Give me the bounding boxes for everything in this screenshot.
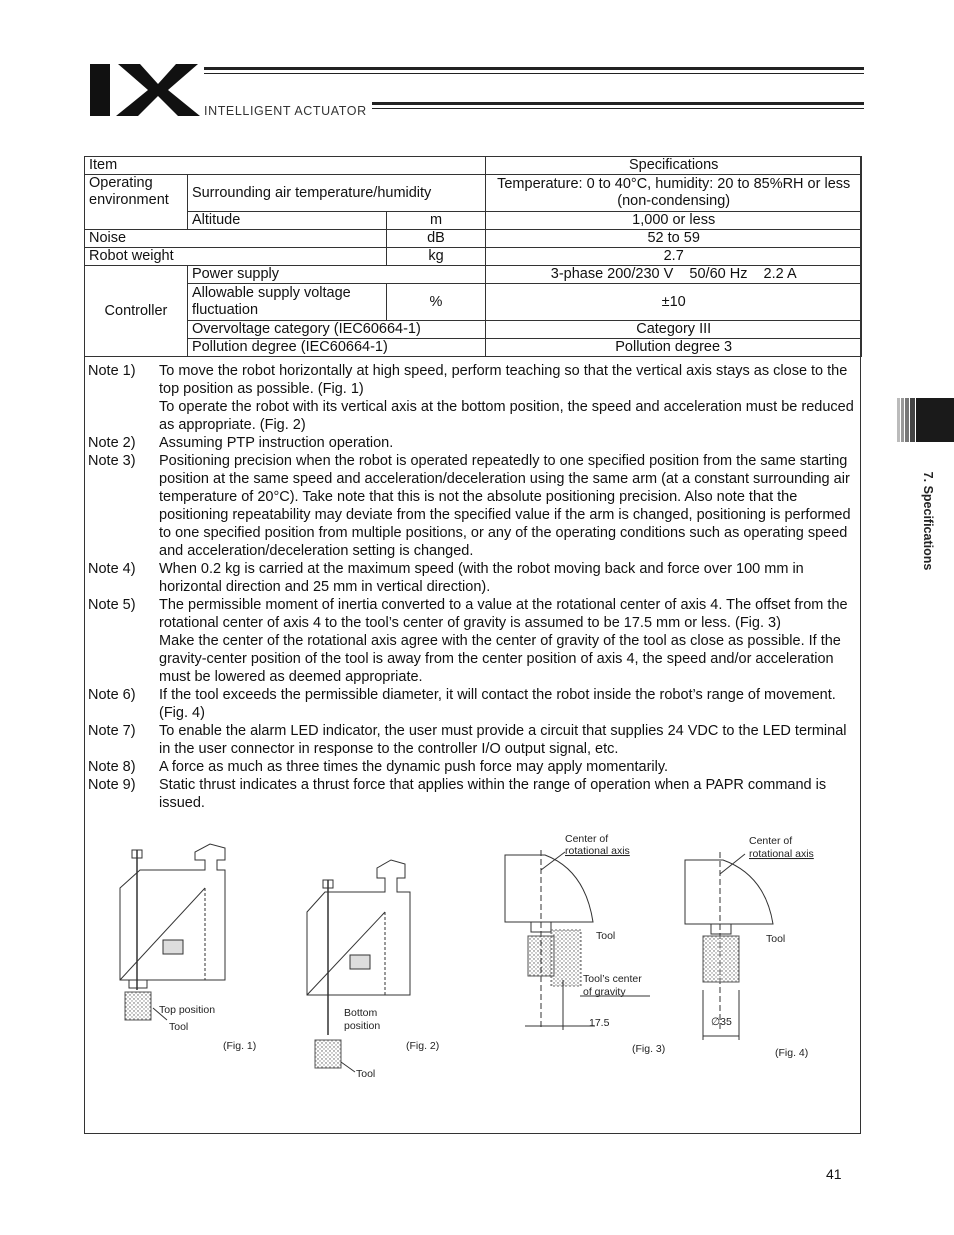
note-label: Note 4) <box>88 561 136 577</box>
operating-label: Operating environment <box>85 175 188 230</box>
table-row <box>85 248 862 266</box>
note-text: When 0.2 kg is carried at the maximum speed (with the robot moving back and force over 100 mm in horizontal direction and 25 mm in vertical direction). <box>159 561 804 595</box>
fig3-tool: Tool <box>596 930 616 942</box>
fig3-of-gravity: of gravity <box>583 986 626 998</box>
controller-label: Controller <box>85 266 188 357</box>
table-row <box>85 175 862 212</box>
note-label: Note 8) <box>88 759 136 775</box>
fig4-center-of: Center of <box>749 835 793 847</box>
chapter-label-text: 7. Specifications <box>921 471 935 570</box>
note-text: A force as much as three times the dynamic push force may apply momentarily. <box>159 759 669 775</box>
fig3-center-of: Center of <box>565 833 609 845</box>
note-item <box>88 560 858 596</box>
note-text: To operate the robot with its vertical axis at the bottom position, the speed and acceleration must be reduced as appropriate. (Fig. 2) <box>159 399 854 433</box>
pollution-spec: Pollution degree 3 <box>486 339 862 357</box>
weight-unit: kg <box>386 248 486 266</box>
fig4-rot-axis: rotational axis <box>749 848 814 860</box>
noise-label: Noise <box>85 230 387 248</box>
note-text: To move the robot horizontally at high speed, perform teaching so that the vertical axis stays as close to the top position as possible. (Fig. 1) <box>159 363 848 397</box>
fluct-label: Allowable supply voltage fluctuation <box>187 284 386 321</box>
fig4-tool: Tool <box>766 933 786 945</box>
chapter-tab <box>897 398 954 442</box>
fig1-tool: Tool <box>169 1021 189 1033</box>
notes-section <box>88 362 858 812</box>
fig3-rot-axis: rotational axis <box>565 845 630 857</box>
note-item <box>88 452 858 560</box>
pollution-label: Pollution degree (IEC60664-1) <box>187 339 485 357</box>
overvolt-label: Overvoltage category (IEC60664-1) <box>187 321 485 339</box>
table-row <box>85 212 862 230</box>
note-label: Note 3) <box>88 453 136 469</box>
ix-logo <box>88 62 208 118</box>
note-item <box>88 722 858 758</box>
note-label: Note 9) <box>88 777 136 793</box>
table-row <box>85 230 862 248</box>
note-item <box>88 398 858 434</box>
note-item <box>88 362 858 398</box>
note-item <box>88 632 858 686</box>
note-label <box>88 632 159 686</box>
fig4-caption: (Fig. 4) <box>775 1047 809 1059</box>
note-item <box>88 434 858 452</box>
fig2-caption: (Fig. 2) <box>406 1040 440 1052</box>
note-item <box>88 686 858 722</box>
note-item <box>88 596 858 632</box>
fluct-spec: ±10 <box>486 284 862 321</box>
table-row <box>85 339 862 357</box>
fig4-diagram <box>685 852 773 1040</box>
operating-spec: Temperature: 0 to 40°C, humidity: 20 to 85%RH or less (non-condensing) <box>486 175 862 212</box>
note-label: Note 1) <box>88 363 136 379</box>
header-rule-top <box>204 67 864 70</box>
overvolt-spec: Category III <box>486 321 862 339</box>
note-item <box>88 776 858 812</box>
fig2-robot-drawing <box>307 860 410 1072</box>
fig2-bottom: Bottom <box>344 1007 378 1019</box>
power-spec: 3-phase 200/230 V 50/60 Hz 2.2 A <box>486 266 862 284</box>
note-text: The permissible moment of inertia converted to a value at the rotational center of axis 4. The offset from the rotational center of axis 4 to the tool’s center of gravity is assumed to be 17.5 mm or less. (Fig. 3) <box>159 597 848 631</box>
altitude-label: Altitude <box>187 212 386 230</box>
header-rule-top-thin <box>204 73 864 74</box>
altitude-spec: 1,000 or less <box>486 212 862 230</box>
fig3-tool-center: Tool’s center <box>583 973 642 985</box>
fig1-caption: (Fig. 1) <box>223 1040 257 1052</box>
header-rule-bottom <box>372 102 864 105</box>
note-text: Static thrust indicates a thrust force that applies within the range of operation when a PAPR command is issued. <box>159 777 827 811</box>
brand-text: INTELLIGENT ACTUATOR <box>204 104 367 118</box>
power-label: Power supply <box>187 266 485 284</box>
fig2-position: position <box>344 1020 381 1032</box>
page-number: 41 <box>826 1166 842 1182</box>
note-label: Note 6) <box>88 687 136 703</box>
table-header-row <box>85 157 862 175</box>
fig4-diameter: ∅35 <box>711 1016 732 1028</box>
fig3-diagram <box>505 850 650 1030</box>
weight-label: Robot weight <box>85 248 387 266</box>
spec-table <box>84 156 862 357</box>
note-label: Note 2) <box>88 435 136 451</box>
note-label: Note 7) <box>88 723 136 739</box>
note-text: Positioning precision when the robot is operated repeatedly to one specified position from the same starting position at the same speed and acceleration/deceleration using the same arm (at a constant surrounding air temperature of 20°C). Take note that this is not the absolute positioning precision. Also note that the positioning repeatability may deviate from the specified value if the arm is changed, positioning is performed to one specified position from multiple positions, or any of the operating conditions such as operating speed and acceleration/deceleration setting is changed. <box>159 453 851 559</box>
header-spec: Specifications <box>486 157 862 175</box>
table-row <box>85 284 862 321</box>
fig3-offset: 17.5 <box>589 1017 610 1029</box>
logo-text: IX <box>88 62 89 63</box>
fig2-tool: Tool <box>356 1068 376 1080</box>
note-label: Note 5) <box>88 597 136 613</box>
operating-sub: Surrounding air temperature/humidity <box>187 175 485 212</box>
header-item: Item <box>85 157 486 175</box>
header-rule-bottom-thin <box>372 108 864 109</box>
noise-spec: 52 to 59 <box>486 230 862 248</box>
note-text: If the tool exceeds the permissible diameter, it will contact the robot inside the robot’s range of movement. (Fig. 4) <box>159 687 836 721</box>
fluct-unit: % <box>386 284 486 321</box>
fig3-caption: (Fig. 3) <box>632 1043 666 1055</box>
figures-area <box>85 830 860 1130</box>
note-label <box>88 398 159 434</box>
table-row <box>85 321 862 339</box>
fig1-robot-drawing <box>120 844 225 1020</box>
note-text: Assuming PTP instruction operation. <box>159 435 394 451</box>
note-text: To enable the alarm LED indicator, the user must provide a circuit that supplies 24 VDC to the LED terminal in the user connector in response to the controller I/O output signal, etc. <box>159 723 847 757</box>
noise-unit: dB <box>386 230 486 248</box>
fig1-top-position: Top position <box>159 1004 216 1016</box>
note-item <box>88 758 858 776</box>
weight-spec: 2.7 <box>486 248 862 266</box>
altitude-unit: m <box>386 212 486 230</box>
note-text: Make the center of the rotational axis agree with the center of gravity of the tool as close as possible. If the gravity-center position of the tool is away from the center position of axis 4, the speed and/or acceleration must be lowered as deemed appropriate. <box>159 633 841 685</box>
table-row <box>85 266 862 284</box>
chapter-label <box>918 458 938 583</box>
